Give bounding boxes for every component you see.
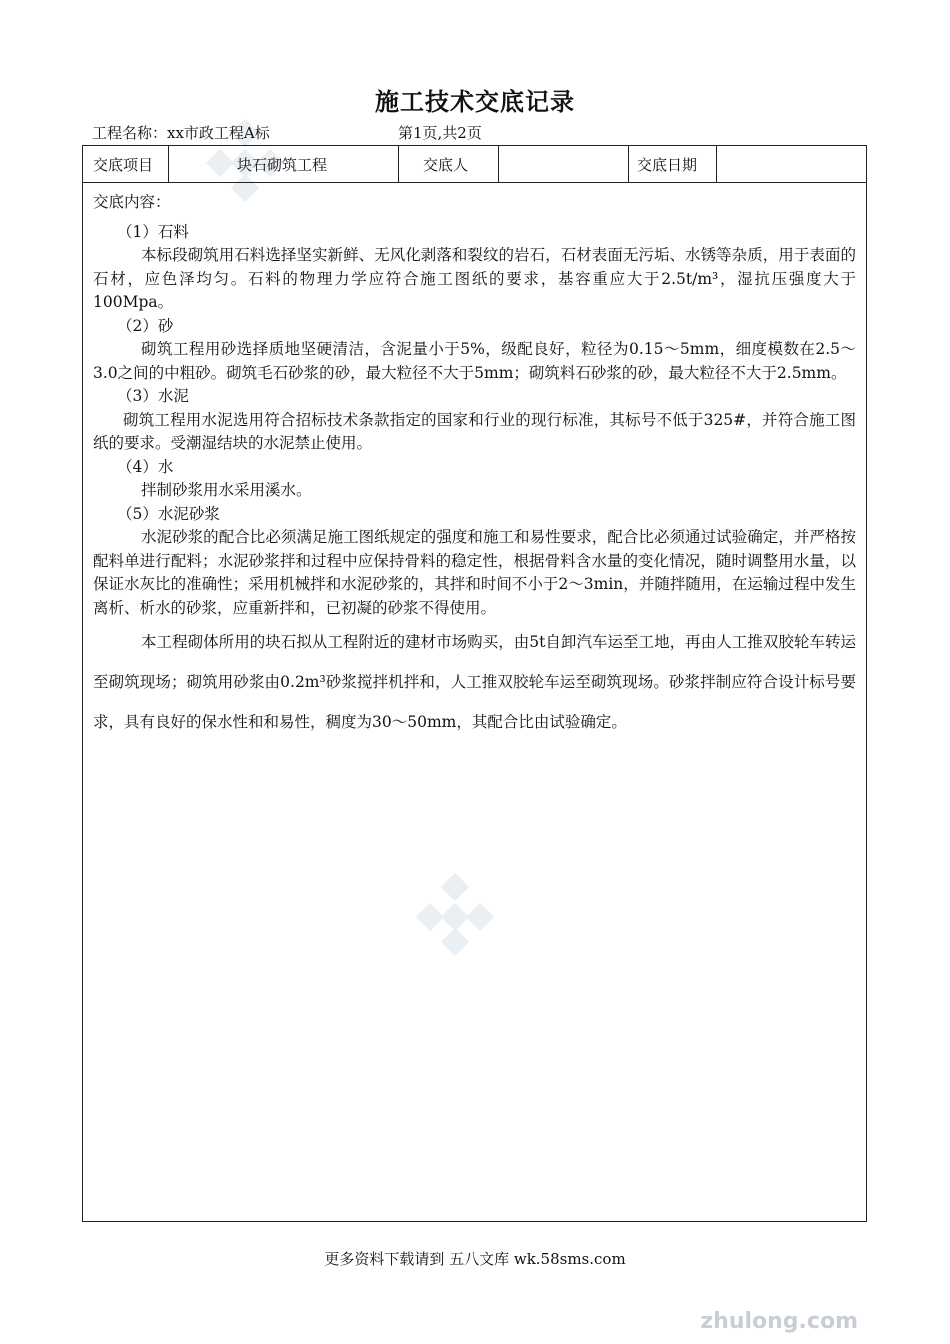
header-row — [83, 146, 866, 183]
section-title: （3）水泥 — [117, 387, 189, 405]
section-text: 拌制砂浆用水采用溪水。 — [141, 481, 312, 499]
meta-line — [92, 122, 482, 143]
section-text: 砌筑工程用水泥选用符合招标技术条款指定的国家和行业的现行标准，其标号不低于325#，并符合施工图纸的要求。受潮湿结块的水泥禁止使用。 — [93, 410, 856, 452]
section-text: 砌筑工程用砂选择质地坚硬清洁，含泥量小于5%，级配良好，粒径为0.15～5mm，细度模数在2.5～3.0之间的中粗砂。砌筑毛石砂浆的砂，最大粒径不大于5mm；砌筑料石砂浆的砂，最大粒径不大于2.5mm。 — [93, 340, 856, 382]
content-label: 交底内容： — [93, 193, 171, 211]
record-table — [82, 145, 867, 1222]
watermark-text: zhulong.com — [700, 1309, 858, 1334]
content-body — [83, 183, 866, 742]
footer-link[interactable]: 更多资料下载请到 五八文库 wk.58sms.com — [324, 1250, 626, 1268]
section-title: （1）石料 — [117, 222, 189, 241]
date-label: 交底日期 — [629, 146, 717, 182]
section-title: （5）水泥砂浆 — [117, 504, 220, 523]
person-value — [499, 146, 629, 182]
closing-text: 本工程砌体所用的块石拟从工程附近的建材市场购买，由5t自卸汽车运至工地，再由人工推双胶轮车转运至砌筑现场；砌筑用砂浆由0.2m³砂浆搅拌机拌和，人工推双胶轮车运至砌筑现场。砂浆拌制应符合设计标号要求，具有良好的保水性和和易性，稠度为30～50mm，其配合比由试验确定。 — [93, 633, 856, 731]
page-info: 第1页,共2页 — [398, 124, 482, 142]
section-title: （4）水 — [117, 457, 174, 476]
section-text: 水泥砂浆的配合比必须满足施工图纸规定的强度和施工和易性要求，配合比必须通过试验确定，并严格按配料单进行配料；水泥砂浆拌和过程中应保持骨料的稳定性，根据骨料含水量的变化情况，随时调整用水量，以保证水灰比的准确性；采用机械拌和水泥砂浆的，其拌和时间不小于2～3min，并随拌随用，在运输过程中发生离析、析水的砂浆，应重新拌和，已初凝的砂浆不得使用。 — [93, 528, 856, 617]
date-value — [717, 146, 866, 182]
item-value: 块石砌筑工程 — [169, 146, 399, 182]
project-label: 工程名称： — [92, 124, 168, 142]
page-title: 施工技术交底记录 — [375, 87, 575, 116]
item-label: 交底项目 — [83, 146, 169, 182]
person-label: 交底人 — [399, 146, 499, 182]
section-text: 本标段砌筑用石料选择坚实新鲜、无风化剥落和裂纹的岩石，石材表面无污垢、水锈等杂质，用于表面的石材，应色泽均匀。石料的物理力学应符合施工图纸的要求，基容重应大于2.5t/m³，湿抗压强度大于100Mpa。 — [93, 246, 856, 311]
section-title: （2）砂 — [117, 316, 174, 335]
project-name: xx市政工程A标 — [167, 124, 270, 142]
